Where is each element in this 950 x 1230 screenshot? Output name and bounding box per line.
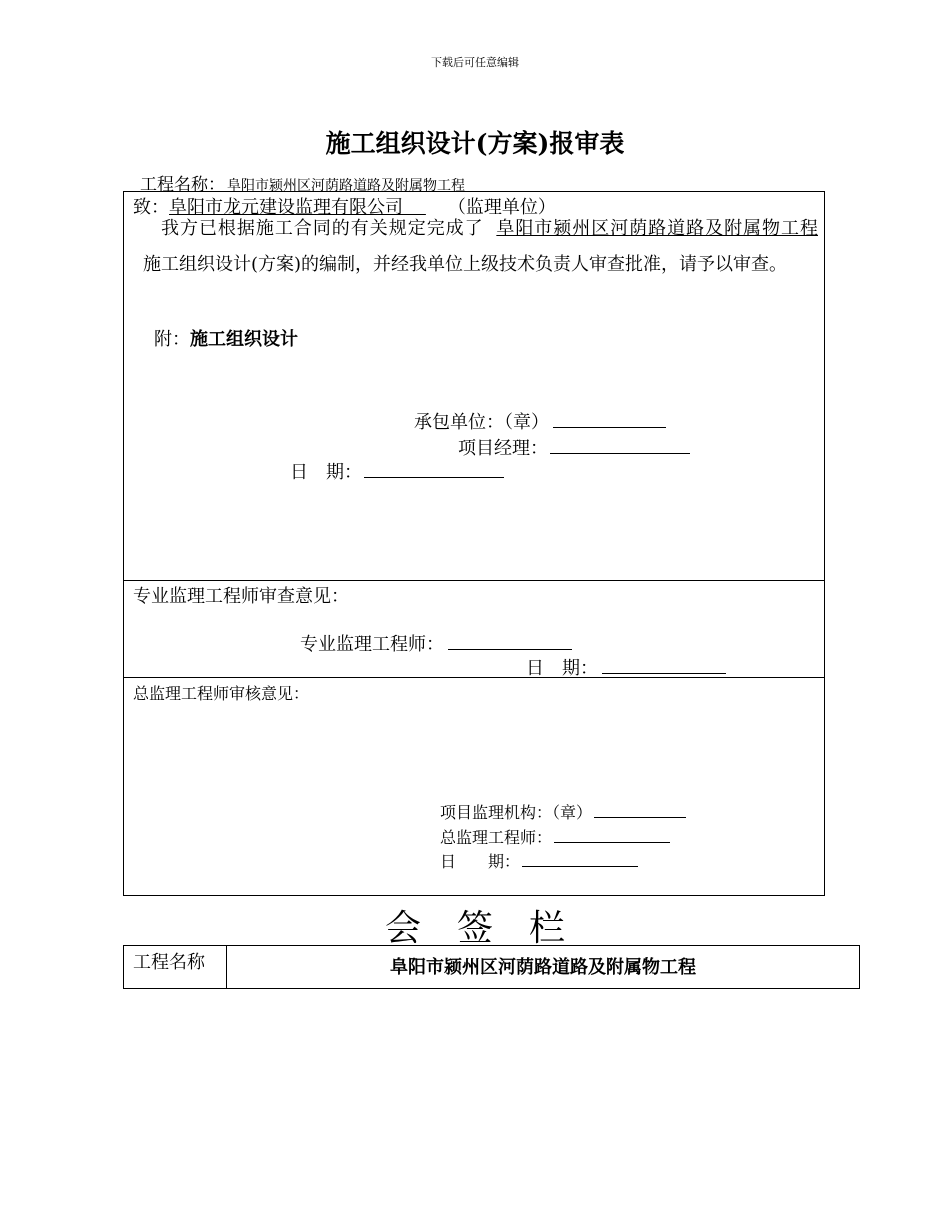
chief-engineer-label: 总监理工程师： bbox=[440, 828, 553, 847]
chief-date-line bbox=[440, 849, 638, 872]
manager-line bbox=[458, 434, 690, 460]
body-suffix: 施工组织设计(方案)的编制，并经我单位上级技术负责人审查批准，请予以审查。 bbox=[143, 254, 788, 275]
chief-opinion-label: 总监理工程师审核意见： bbox=[133, 684, 310, 703]
contractor-label: 承包单位：（章） bbox=[414, 412, 549, 433]
contractor-date-label: 日 期： bbox=[290, 462, 362, 483]
chief-engineer-blank bbox=[554, 841, 670, 843]
addressee-label: 致： bbox=[133, 197, 169, 218]
specialist-engineer-line bbox=[300, 630, 572, 656]
chief-date-blank bbox=[522, 865, 638, 867]
specialist-engineer-label: 专业监理工程师： bbox=[300, 634, 444, 655]
header-note: 下载后可任意编辑 bbox=[431, 56, 519, 69]
contractor-blank bbox=[553, 426, 666, 428]
addressee-role: （监理单位） bbox=[447, 197, 556, 218]
specialist-date-label: 日 期： bbox=[526, 658, 598, 679]
attachment-label: 附： bbox=[154, 329, 190, 350]
contractor-date-line bbox=[290, 458, 504, 484]
countersign-name-value: 阜阳市颍州区河荫路道路及附属物工程 bbox=[390, 957, 696, 978]
body-project-name: 阜阳市颍州区河荫路道路及附属物工程 bbox=[496, 218, 818, 239]
specialist-date-blank bbox=[602, 672, 726, 674]
addressee-company: 阜阳市龙元建设监理有限公司 bbox=[169, 197, 403, 218]
supervision-org-line bbox=[440, 800, 686, 823]
countersign-table bbox=[123, 945, 860, 989]
attachment-line bbox=[154, 325, 298, 351]
contractor-date-blank bbox=[364, 476, 504, 478]
manager-blank bbox=[550, 452, 690, 454]
project-name-label: 工程名称： bbox=[140, 175, 225, 195]
chief-engineer-line bbox=[440, 825, 670, 848]
specialist-opinion-label: 专业监理工程师审查意见： bbox=[133, 586, 349, 607]
supervision-org-label: 项目监理机构：（章） bbox=[440, 803, 593, 822]
manager-label: 项目经理： bbox=[458, 438, 548, 459]
chief-date-label: 日 期： bbox=[440, 852, 521, 871]
supervision-org-blank bbox=[594, 816, 686, 818]
countersign-name-label: 工程名称 bbox=[124, 946, 227, 988]
submission-paragraph bbox=[133, 211, 818, 283]
body-prefix: 我方已根据施工合同的有关规定完成了 bbox=[161, 218, 484, 239]
project-name-value: 阜阳市颍州区河荫路道路及附属物工程 bbox=[227, 178, 465, 194]
specialist-engineer-blank bbox=[448, 648, 572, 650]
form-title: 施工组织设计(方案)报审表 bbox=[325, 129, 625, 158]
contractor-line bbox=[414, 408, 666, 434]
attachment-value: 施工组织设计 bbox=[190, 329, 298, 350]
countersign-title: 会签栏 bbox=[384, 908, 601, 949]
